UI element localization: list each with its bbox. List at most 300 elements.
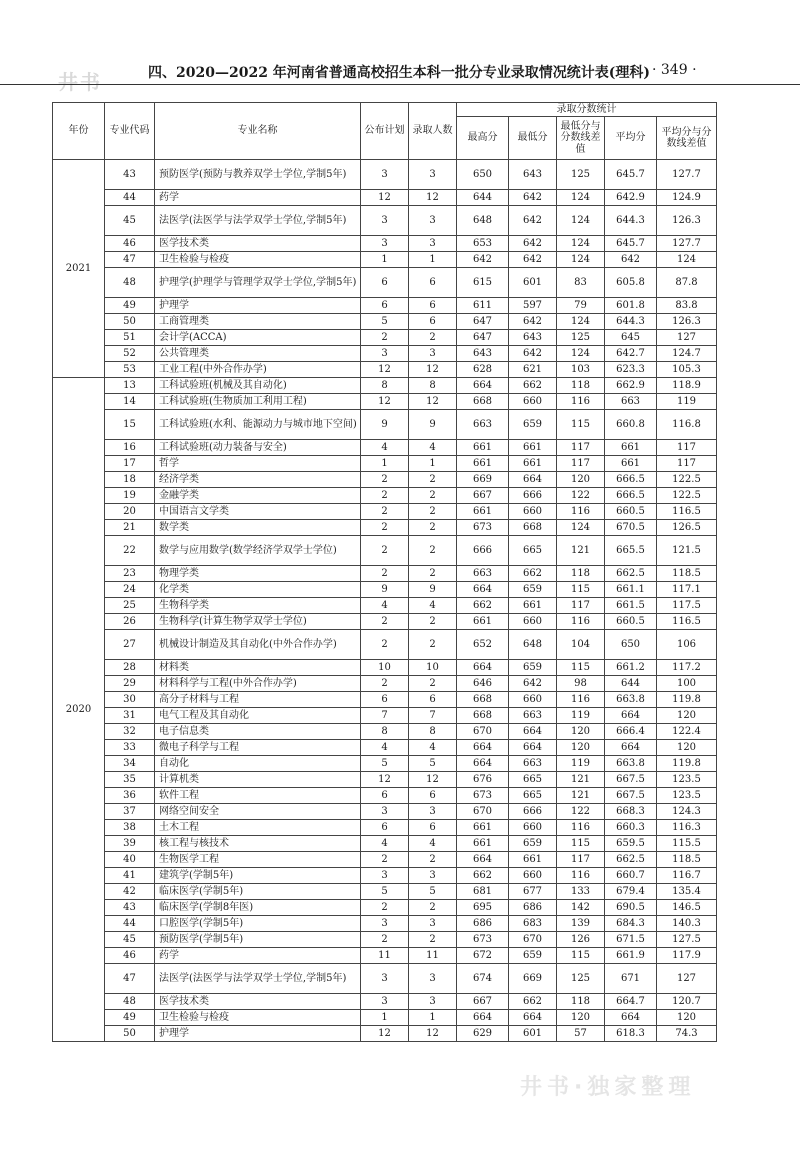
major-cell: 数学类 (155, 520, 361, 536)
header-major: 专业名称 (155, 103, 361, 160)
max-cell: 661 (457, 456, 509, 472)
major-cell: 计算机类 (155, 772, 361, 788)
code-cell: 46 (105, 236, 155, 252)
header-avg: 平均分 (605, 117, 657, 160)
max-cell: 686 (457, 916, 509, 932)
plan-cell: 3 (361, 804, 409, 820)
admitted-cell: 2 (409, 676, 457, 692)
major-cell: 预防医学(学制5年) (155, 932, 361, 948)
table-row (53, 676, 717, 692)
avg-diff-cell: 127.7 (657, 160, 717, 190)
admitted-cell: 4 (409, 740, 457, 756)
min-diff-cell: 116 (557, 868, 605, 884)
avg-cell: 670.5 (605, 520, 657, 536)
table-row (53, 1026, 717, 1042)
table-row (53, 852, 717, 868)
avg-diff-cell: 100 (657, 676, 717, 692)
min-cell: 677 (509, 884, 557, 900)
avg-diff-cell: 124.3 (657, 804, 717, 820)
min-diff-cell: 124 (557, 190, 605, 206)
max-cell: 676 (457, 772, 509, 788)
header-plan: 公布计划 (361, 103, 409, 160)
avg-diff-cell: 117.9 (657, 948, 717, 964)
avg-cell: 662.5 (605, 852, 657, 868)
avg-cell: 642.9 (605, 190, 657, 206)
min-diff-cell: 116 (557, 692, 605, 708)
code-cell: 20 (105, 504, 155, 520)
min-diff-cell: 120 (557, 724, 605, 740)
table-row (53, 566, 717, 582)
table-body (53, 160, 717, 1042)
major-cell: 自动化 (155, 756, 361, 772)
plan-cell: 3 (361, 206, 409, 236)
code-cell: 18 (105, 472, 155, 488)
min-cell: 683 (509, 916, 557, 932)
avg-diff-cell: 123.5 (657, 788, 717, 804)
plan-cell: 3 (361, 160, 409, 190)
max-cell: 628 (457, 362, 509, 378)
min-cell: 601 (509, 1026, 557, 1042)
major-cell: 生物科学(计算生物学双学士学位) (155, 614, 361, 630)
table-row (53, 916, 717, 932)
avg-cell: 662.5 (605, 566, 657, 582)
max-cell: 674 (457, 964, 509, 994)
min-diff-cell: 115 (557, 660, 605, 676)
code-cell: 49 (105, 1010, 155, 1026)
table-row (53, 206, 717, 236)
major-cell: 工科试验班(水利、能源动力与城市地下空间) (155, 410, 361, 440)
admitted-cell: 4 (409, 836, 457, 852)
min-diff-cell: 116 (557, 614, 605, 630)
code-cell: 30 (105, 692, 155, 708)
avg-cell: 664 (605, 1010, 657, 1026)
major-cell: 临床医学(学制5年) (155, 884, 361, 900)
code-cell: 47 (105, 964, 155, 994)
plan-cell: 12 (361, 394, 409, 410)
admitted-cell: 7 (409, 708, 457, 724)
max-cell: 668 (457, 692, 509, 708)
avg-diff-cell: 120 (657, 1010, 717, 1026)
min-cell: 661 (509, 852, 557, 868)
avg-diff-cell: 83.8 (657, 298, 717, 314)
max-cell: 663 (457, 566, 509, 582)
min-cell: 642 (509, 346, 557, 362)
min-cell: 661 (509, 598, 557, 614)
table-row (53, 504, 717, 520)
min-cell: 664 (509, 724, 557, 740)
avg-cell: 645.7 (605, 236, 657, 252)
major-cell: 药学 (155, 948, 361, 964)
table-row (53, 614, 717, 630)
admitted-cell: 8 (409, 724, 457, 740)
avg-cell: 661.9 (605, 948, 657, 964)
admitted-cell: 3 (409, 964, 457, 994)
major-cell: 数学与应用数学(数学经济学双学士学位) (155, 536, 361, 566)
avg-diff-cell: 122.4 (657, 724, 717, 740)
min-diff-cell: 124 (557, 206, 605, 236)
admitted-cell: 3 (409, 346, 457, 362)
avg-cell: 660.7 (605, 868, 657, 884)
min-cell: 643 (509, 330, 557, 346)
code-cell: 24 (105, 582, 155, 598)
min-diff-cell: 116 (557, 820, 605, 836)
code-cell: 43 (105, 160, 155, 190)
max-cell: 695 (457, 900, 509, 916)
max-cell: 667 (457, 994, 509, 1010)
table-row (53, 820, 717, 836)
max-cell: 664 (457, 1010, 509, 1026)
avg-diff-cell: 117.2 (657, 660, 717, 676)
admitted-cell: 10 (409, 660, 457, 676)
avg-cell: 661.2 (605, 660, 657, 676)
avg-cell: 663 (605, 394, 657, 410)
admitted-cell: 3 (409, 236, 457, 252)
min-diff-cell: 117 (557, 440, 605, 456)
min-cell: 670 (509, 932, 557, 948)
min-cell: 663 (509, 708, 557, 724)
plan-cell: 4 (361, 740, 409, 756)
avg-diff-cell: 127.5 (657, 932, 717, 948)
min-diff-cell: 133 (557, 884, 605, 900)
min-diff-cell: 118 (557, 378, 605, 394)
major-cell: 土木工程 (155, 820, 361, 836)
avg-cell: 642.7 (605, 346, 657, 362)
min-cell: 597 (509, 298, 557, 314)
avg-diff-cell: 116.8 (657, 410, 717, 440)
avg-diff-cell: 115.5 (657, 836, 717, 852)
table-row (53, 252, 717, 268)
max-cell: 673 (457, 932, 509, 948)
admitted-cell: 2 (409, 520, 457, 536)
min-diff-cell: 120 (557, 740, 605, 756)
plan-cell: 3 (361, 346, 409, 362)
table-row (53, 692, 717, 708)
plan-cell: 12 (361, 772, 409, 788)
avg-diff-cell: 116.5 (657, 504, 717, 520)
major-cell: 化学类 (155, 582, 361, 598)
page-title: 四、2020—2022 年河南省普通高校招生本科一批分专业录取情况统计表(理科) (148, 65, 651, 81)
admitted-cell: 2 (409, 488, 457, 504)
admitted-cell: 2 (409, 330, 457, 346)
admitted-cell: 1 (409, 1010, 457, 1026)
table-row (53, 394, 717, 410)
avg-cell: 690.5 (605, 900, 657, 916)
max-cell: 664 (457, 740, 509, 756)
min-diff-cell: 103 (557, 362, 605, 378)
code-cell: 47 (105, 252, 155, 268)
min-diff-cell: 126 (557, 932, 605, 948)
table-row (53, 582, 717, 598)
min-cell: 686 (509, 900, 557, 916)
min-cell: 642 (509, 676, 557, 692)
admitted-cell: 6 (409, 692, 457, 708)
avg-diff-cell: 124 (657, 252, 717, 268)
min-diff-cell: 116 (557, 504, 605, 520)
max-cell: 673 (457, 520, 509, 536)
major-cell: 卫生检验与检疫 (155, 252, 361, 268)
min-diff-cell: 121 (557, 536, 605, 566)
admitted-cell: 11 (409, 948, 457, 964)
admitted-cell: 9 (409, 582, 457, 598)
avg-diff-cell: 119.8 (657, 756, 717, 772)
major-cell: 建筑学(学制5年) (155, 868, 361, 884)
avg-diff-cell: 122.5 (657, 472, 717, 488)
admitted-cell: 2 (409, 536, 457, 566)
min-diff-cell: 119 (557, 708, 605, 724)
max-cell: 611 (457, 298, 509, 314)
max-cell: 643 (457, 346, 509, 362)
major-cell: 中国语言文学类 (155, 504, 361, 520)
plan-cell: 4 (361, 440, 409, 456)
avg-diff-cell: 120 (657, 740, 717, 756)
plan-cell: 5 (361, 756, 409, 772)
min-diff-cell: 124 (557, 520, 605, 536)
admitted-cell: 2 (409, 900, 457, 916)
max-cell: 667 (457, 488, 509, 504)
avg-diff-cell: 118.5 (657, 566, 717, 582)
admitted-cell: 2 (409, 630, 457, 660)
major-cell: 工科试验班(动力装备与安全) (155, 440, 361, 456)
min-diff-cell: 120 (557, 1010, 605, 1026)
code-cell: 53 (105, 362, 155, 378)
table-row (53, 772, 717, 788)
admitted-cell: 6 (409, 268, 457, 298)
plan-cell: 6 (361, 788, 409, 804)
admitted-cell: 4 (409, 440, 457, 456)
min-diff-cell: 57 (557, 1026, 605, 1042)
major-cell: 哲学 (155, 456, 361, 472)
avg-cell: 666.5 (605, 472, 657, 488)
table-row (53, 488, 717, 504)
avg-diff-cell: 117.5 (657, 598, 717, 614)
plan-cell: 12 (361, 362, 409, 378)
avg-diff-cell: 126.3 (657, 314, 717, 330)
code-cell: 21 (105, 520, 155, 536)
plan-cell: 9 (361, 410, 409, 440)
table-row (53, 598, 717, 614)
avg-cell: 664 (605, 740, 657, 756)
plan-cell: 2 (361, 504, 409, 520)
min-cell: 659 (509, 410, 557, 440)
avg-cell: 661 (605, 456, 657, 472)
avg-cell: 642 (605, 252, 657, 268)
plan-cell: 2 (361, 676, 409, 692)
min-cell: 665 (509, 536, 557, 566)
avg-cell: 661 (605, 440, 657, 456)
avg-diff-cell: 105.3 (657, 362, 717, 378)
plan-cell: 2 (361, 852, 409, 868)
avg-diff-cell: 117 (657, 440, 717, 456)
min-diff-cell: 122 (557, 804, 605, 820)
plan-cell: 2 (361, 520, 409, 536)
code-cell: 46 (105, 948, 155, 964)
avg-diff-cell: 127 (657, 330, 717, 346)
min-cell: 659 (509, 582, 557, 598)
avg-cell: 659.5 (605, 836, 657, 852)
avg-diff-cell: 124.9 (657, 190, 717, 206)
avg-cell: 665.5 (605, 536, 657, 566)
table-row (53, 660, 717, 676)
table-row (53, 268, 717, 298)
max-cell: 670 (457, 804, 509, 820)
avg-diff-cell: 120 (657, 708, 717, 724)
code-cell: 23 (105, 566, 155, 582)
header-rule (0, 84, 800, 85)
min-diff-cell: 124 (557, 252, 605, 268)
min-diff-cell: 124 (557, 236, 605, 252)
min-cell: 659 (509, 836, 557, 852)
avg-cell: 650 (605, 630, 657, 660)
avg-diff-cell: 127 (657, 964, 717, 994)
page-number: · 349 · (652, 62, 697, 78)
major-cell: 金融学类 (155, 488, 361, 504)
plan-cell: 5 (361, 884, 409, 900)
max-cell: 672 (457, 948, 509, 964)
min-diff-cell: 125 (557, 964, 605, 994)
header-score-group: 录取分数统计 (457, 103, 717, 117)
table-row (53, 536, 717, 566)
plan-cell: 2 (361, 488, 409, 504)
avg-cell: 664 (605, 708, 657, 724)
admitted-cell: 3 (409, 804, 457, 820)
avg-cell: 666.4 (605, 724, 657, 740)
major-cell: 生物科学类 (155, 598, 361, 614)
avg-diff-cell: 116.7 (657, 868, 717, 884)
min-cell: 642 (509, 314, 557, 330)
min-diff-cell: 117 (557, 456, 605, 472)
min-cell: 642 (509, 236, 557, 252)
plan-cell: 7 (361, 708, 409, 724)
admitted-cell: 3 (409, 994, 457, 1010)
avg-cell: 644.3 (605, 314, 657, 330)
code-cell: 48 (105, 268, 155, 298)
max-cell: 647 (457, 330, 509, 346)
admitted-cell: 6 (409, 298, 457, 314)
major-cell: 护理学(护理学与管理学双学士学位,学制5年) (155, 268, 361, 298)
code-cell: 44 (105, 190, 155, 206)
min-diff-cell: 115 (557, 836, 605, 852)
max-cell: 661 (457, 504, 509, 520)
max-cell: 650 (457, 160, 509, 190)
avg-cell: 601.8 (605, 298, 657, 314)
code-cell: 29 (105, 676, 155, 692)
major-cell: 高分子材料与工程 (155, 692, 361, 708)
admitted-cell: 12 (409, 1026, 457, 1042)
major-cell: 药学 (155, 190, 361, 206)
major-cell: 生物医学工程 (155, 852, 361, 868)
code-cell: 17 (105, 456, 155, 472)
table-row (53, 708, 717, 724)
admitted-cell: 2 (409, 932, 457, 948)
footer-watermark: 井书·独家整理 (520, 1075, 696, 1100)
avg-cell: 660.5 (605, 614, 657, 630)
plan-cell: 5 (361, 314, 409, 330)
min-cell: 642 (509, 190, 557, 206)
code-cell: 44 (105, 916, 155, 932)
plan-cell: 3 (361, 236, 409, 252)
max-cell: 653 (457, 236, 509, 252)
avg-cell: 663.8 (605, 756, 657, 772)
code-cell: 13 (105, 378, 155, 394)
code-cell: 28 (105, 660, 155, 676)
plan-cell: 10 (361, 660, 409, 676)
major-cell: 材料科学与工程(中外合作办学) (155, 676, 361, 692)
min-cell: 662 (509, 566, 557, 582)
table-row (53, 346, 717, 362)
code-cell: 22 (105, 536, 155, 566)
min-diff-cell: 83 (557, 268, 605, 298)
avg-cell: 623.3 (605, 362, 657, 378)
admitted-cell: 3 (409, 160, 457, 190)
code-cell: 41 (105, 868, 155, 884)
max-cell: 661 (457, 836, 509, 852)
min-cell: 621 (509, 362, 557, 378)
table-row (53, 1010, 717, 1026)
plan-cell: 4 (361, 836, 409, 852)
table-row (53, 724, 717, 740)
min-cell: 660 (509, 692, 557, 708)
min-cell: 660 (509, 820, 557, 836)
avg-cell: 684.3 (605, 916, 657, 932)
plan-cell: 2 (361, 472, 409, 488)
admitted-cell: 5 (409, 756, 457, 772)
plan-cell: 2 (361, 900, 409, 916)
avg-cell: 671.5 (605, 932, 657, 948)
max-cell: 646 (457, 676, 509, 692)
major-cell: 材料类 (155, 660, 361, 676)
major-cell: 护理学 (155, 1026, 361, 1042)
min-cell: 662 (509, 378, 557, 394)
major-cell: 法医学(法医学与法学双学士学位,学制5年) (155, 206, 361, 236)
avg-cell: 663.8 (605, 692, 657, 708)
table-row (53, 472, 717, 488)
min-diff-cell: 142 (557, 900, 605, 916)
admitted-cell: 3 (409, 868, 457, 884)
admitted-cell: 12 (409, 394, 457, 410)
plan-cell: 12 (361, 1026, 409, 1042)
avg-diff-cell: 140.3 (657, 916, 717, 932)
table-row (53, 440, 717, 456)
code-cell: 35 (105, 772, 155, 788)
major-cell: 工商管理类 (155, 314, 361, 330)
plan-cell: 6 (361, 268, 409, 298)
table-row (53, 190, 717, 206)
page-header (0, 0, 800, 100)
admitted-cell: 2 (409, 566, 457, 582)
plan-cell: 3 (361, 994, 409, 1010)
major-cell: 法医学(法医学与法学双学士学位,学制5年) (155, 964, 361, 994)
major-cell: 物理学类 (155, 566, 361, 582)
major-cell: 口腔医学(学制5年) (155, 916, 361, 932)
max-cell: 615 (457, 268, 509, 298)
avg-cell: 644 (605, 676, 657, 692)
table-row (53, 520, 717, 536)
table-row (53, 160, 717, 190)
min-diff-cell: 121 (557, 788, 605, 804)
code-cell: 42 (105, 884, 155, 900)
admitted-cell: 1 (409, 456, 457, 472)
table-row (53, 836, 717, 852)
max-cell: 647 (457, 314, 509, 330)
major-cell: 核工程与核技术 (155, 836, 361, 852)
min-cell: 669 (509, 964, 557, 994)
code-cell: 45 (105, 932, 155, 948)
admitted-cell: 6 (409, 314, 457, 330)
code-cell: 26 (105, 614, 155, 630)
plan-cell: 1 (361, 252, 409, 268)
avg-diff-cell: 127.7 (657, 236, 717, 252)
header-min: 最低分 (509, 117, 557, 160)
